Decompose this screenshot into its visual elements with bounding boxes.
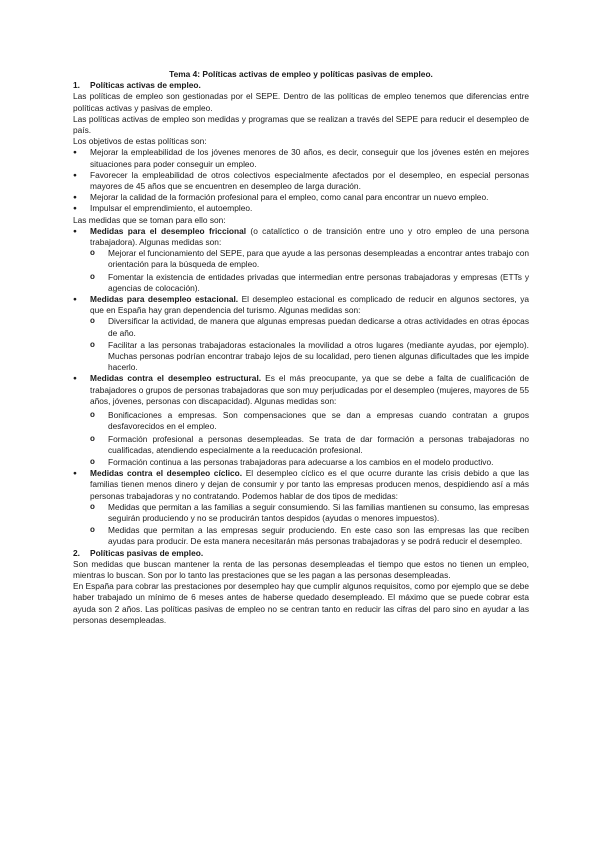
- sub-item: o Formación profesional a personas desempleadas. Se trata de dar formación a personas trabajadoras no cualificadas, atendiendo especialmente a la reeducación profesional.: [73, 434, 529, 456]
- paragraph: Las políticas activas de empleo son medidas y programas que se realizan a través del SEPE para reducir el desempleo de país.: [73, 113, 529, 136]
- measure-text: El desempleo estacional es complicado de reducir en algunos sectores, ya que en España hay gran dependencia del turismo. Algunas medidas son:: [90, 294, 530, 316]
- sub-item: o Medidas que permitan a las empresas seguir produciendo. En este caso son las empresas las que reciben ayudas para producir. De esta manera necesitarán más personas trabajadoras y se podrá reducir el desempleo.: [73, 525, 529, 547]
- measure-item-estructural: [73, 373, 529, 407]
- measure-text: Es el más preocupante, ya que se debe a falta de cualificación de trabajadores o grupos de personas trabajadoras que son muy perjudicadas por el desempleo (mujeres, mayores de 55 años, jóvenes, personas con discapacidad). Algunas medidas son:: [90, 373, 529, 406]
- objective-item: ● Impulsar el emprendimiento, el autoempleo.: [73, 203, 529, 214]
- objective-item: ● Favorecer la empleabilidad de otros colectivos especialmente afectados por el desempleo, en especial personas mayores de 45 años que se encuentren en desempleo de larga duración.: [73, 170, 529, 192]
- measure-text: El desempleo cíclico es el que ocurre durante las crisis debido a que las familias tienen menos dinero y dejan de consumir y por tanto las empresas producen menos, despidiendo así a más personas trabajadoras y no contratando. Podemos hablar de dos tipos de medidas:: [90, 468, 529, 501]
- document-title: Tema 4: Políticas activas de empleo y políticas pasivas de empleo.: [169, 69, 433, 79]
- section-2-title: Políticas pasivas de empleo.: [90, 547, 204, 558]
- section-1-heading: [73, 80, 529, 91]
- paragraph: Las medidas que se toman para ello son:: [73, 214, 226, 225]
- section-1-number: 1.: [73, 80, 80, 91]
- paragraph: Son medidas que buscan mantener la renta de las personas desempleadas el tiempo que estos no tienen un empleo, mientras lo buscan. Son por lo tanto las prestaciones que se les pagan a las personas desempleadas.: [73, 558, 529, 580]
- measure-item-friccional: [73, 226, 529, 248]
- section-1-title: Políticas activas de empleo.: [90, 80, 201, 91]
- measure-item-estacional: [73, 294, 529, 316]
- objective-item: ● Mejorar la empleabilidad de los jóvenes menores de 30 años, es decir, conseguir que los jóvenes estén en mejores situaciones para poder conseguir un empleo.: [73, 147, 529, 169]
- sub-item: o Facilitar a las personas trabajadoras estacionales la movilidad a otros lugares (mediante ayudas, por ejemplo). Muchas personas podrían encontrar trabajo lejos de su localidad, pero tienen algunas dificultades que les impide hacerlo.: [73, 340, 529, 374]
- paragraph: Los objetivos de estas políticas son:: [73, 136, 207, 147]
- measures-list: [73, 226, 529, 548]
- objective-item: ● Mejorar la calidad de la formación profesional para el empleo, como canal para encontrar un nuevo empleo.: [73, 192, 529, 203]
- paragraph: Las políticas de empleo son gestionadas por el SEPE. Dentro de las políticas de empleo tenemos que diferencias entre políticas activas y pasivas de empleo.: [73, 91, 529, 113]
- section-2-number: 2.: [73, 547, 80, 558]
- sub-item: o Bonificaciones a empresas. Son compensaciones que se dan a empresas cuando contratan a grupos desfavorecidos en el empleo.: [73, 410, 529, 432]
- sub-item: o Mejorar el funcionamiento del SEPE, para que ayude a las personas desempleadas a encontrar antes trabajo con orientación para la búsqueda de empleo.: [73, 248, 529, 270]
- document-page: [73, 69, 529, 626]
- sub-item: o Formación continua a las personas trabajadoras para adecuarse a los cambios en el modelo productivo.: [73, 457, 529, 468]
- measure-text: (o catalíctico o de transición entre uno y otro empleo de una persona trabajadora). Algunas medidas son:: [90, 225, 529, 248]
- section-2-heading: [73, 548, 529, 559]
- objectives-list: [73, 147, 529, 214]
- sub-item: o Diversificar la actividad, de manera que algunas empresas puedan dedicarse a otras actividades en otras épocas de año.: [73, 316, 529, 338]
- sub-item: o Fomentar la existencia de entidades privadas que intermedian entre personas trabajadoras y empresas (ETTs y agencias de colocación).: [73, 272, 529, 294]
- sub-item: o Medidas que permitan a las familias a seguir consumiendo. Si las familias mantienen su consumo, las empresas seguirán produciendo y no se producirán tantos despidos (ayudas o menores impuestos).: [73, 502, 529, 524]
- paragraph: En España para cobrar las prestaciones por desempleo hay que cumplir algunos requisitos, como por ejemplo que se debe haber trabajado un mínimo de 6 meses antes de haberse quedado desempleado. El máximo que se puede cobrar esta ayuda son 2 años. Las políticas pasivas de empleo no se centran tanto en reducir las cifras del paro sino en ayudar a las personas desempleadas.: [73, 581, 529, 625]
- measure-title: Medidas para desempleo estacional.: [90, 294, 239, 305]
- measure-item-ciclico: [73, 468, 529, 502]
- measure-title: Medidas contra el desempleo cíclico.: [90, 468, 243, 479]
- measure-title: Medidas contra el desempleo estructural.: [90, 373, 262, 384]
- measure-title: Medidas para el desempleo friccional: [90, 225, 247, 236]
